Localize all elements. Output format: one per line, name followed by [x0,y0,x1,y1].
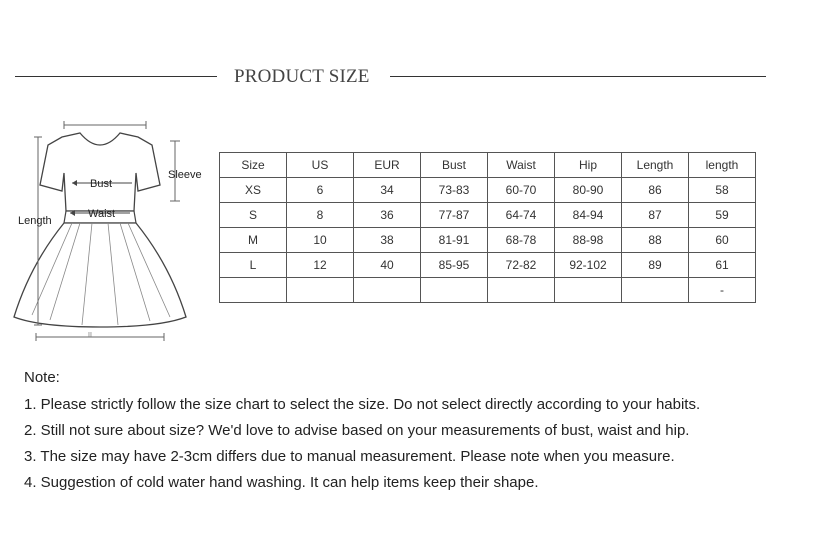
column-header-bust: Bust [421,153,488,178]
column-header-size: Size [220,153,287,178]
table-cell: 73-83 [421,178,488,203]
table-cell: 6 [287,178,354,203]
title-row [0,60,818,94]
table-cell [488,278,555,303]
dress-measurement-diagram [10,115,215,345]
table-header-row [220,153,756,178]
table-cell: 38 [354,228,421,253]
table-cell: 80-90 [555,178,622,203]
table-cell: 87 [622,203,689,228]
table-cell: 60-70 [488,178,555,203]
table-cell: 77-87 [421,203,488,228]
column-header-hip: Hip [555,153,622,178]
column-header-waist: Waist [488,153,555,178]
note-item: 4. Suggestion of cold water hand washing. It can help items keep their shape. [24,474,539,491]
table-cell: S [220,203,287,228]
notes-section [24,369,700,500]
length-label: Length [18,215,52,227]
notes-title: Note: [24,369,60,386]
table-row [220,178,756,203]
table-cell: M [220,228,287,253]
note-item: 3. The size may have 2-3cm differs due to manual measurement. Please note when you measure. [24,448,675,465]
dress-outline-icon [10,115,215,345]
table-row [220,203,756,228]
table-cell: 89 [622,253,689,278]
table-cell: 68-78 [488,228,555,253]
table-cell: 84-94 [555,203,622,228]
table-cell: 88 [622,228,689,253]
table-cell [287,278,354,303]
table-cell [220,278,287,303]
table-cell: 92-102 [555,253,622,278]
waist-label: Waist [88,208,116,220]
table-cell: 8 [287,203,354,228]
table-cell: 10 [287,228,354,253]
title-divider-right [390,76,766,77]
table-cell: 85-95 [421,253,488,278]
bust-label: Bust [90,178,113,190]
note-item: 1. Please strictly follow the size chart to select the size. Do not select directly according to your habits. [24,396,701,413]
title-divider-left [15,76,217,77]
table-row [220,253,756,278]
table-cell: 81-91 [421,228,488,253]
table-row [220,228,756,253]
table-cell: 40 [354,253,421,278]
sleeve-label: Sleeve [168,169,202,181]
table-cell: 61 [689,253,756,278]
table-cell: 60 [689,228,756,253]
table-cell: 86 [622,178,689,203]
table-cell: - [689,278,756,303]
table-cell: 36 [354,203,421,228]
table-cell: 59 [689,203,756,228]
table-cell: 34 [354,178,421,203]
column-header-us: US [287,153,354,178]
column-header-eur: EUR [354,153,421,178]
size-chart-table [219,152,756,303]
column-header-length-2: length [689,153,756,178]
table-cell [354,278,421,303]
column-header-length: Length [622,153,689,178]
table-cell: XS [220,178,287,203]
table-cell: 64-74 [488,203,555,228]
table-row [220,278,756,303]
table-cell: 58 [689,178,756,203]
table-cell [555,278,622,303]
table-cell [622,278,689,303]
table-cell: 12 [287,253,354,278]
table-cell: 72-82 [488,253,555,278]
page-title: PRODUCT SIZE [234,66,370,87]
table-cell [421,278,488,303]
table-cell: L [220,253,287,278]
table-cell: 88-98 [555,228,622,253]
note-item: 2. Still not sure about size? We'd love to advise based on your measurements of bust, waist and hip. [24,422,690,439]
hem-mark-label: II [88,332,92,339]
